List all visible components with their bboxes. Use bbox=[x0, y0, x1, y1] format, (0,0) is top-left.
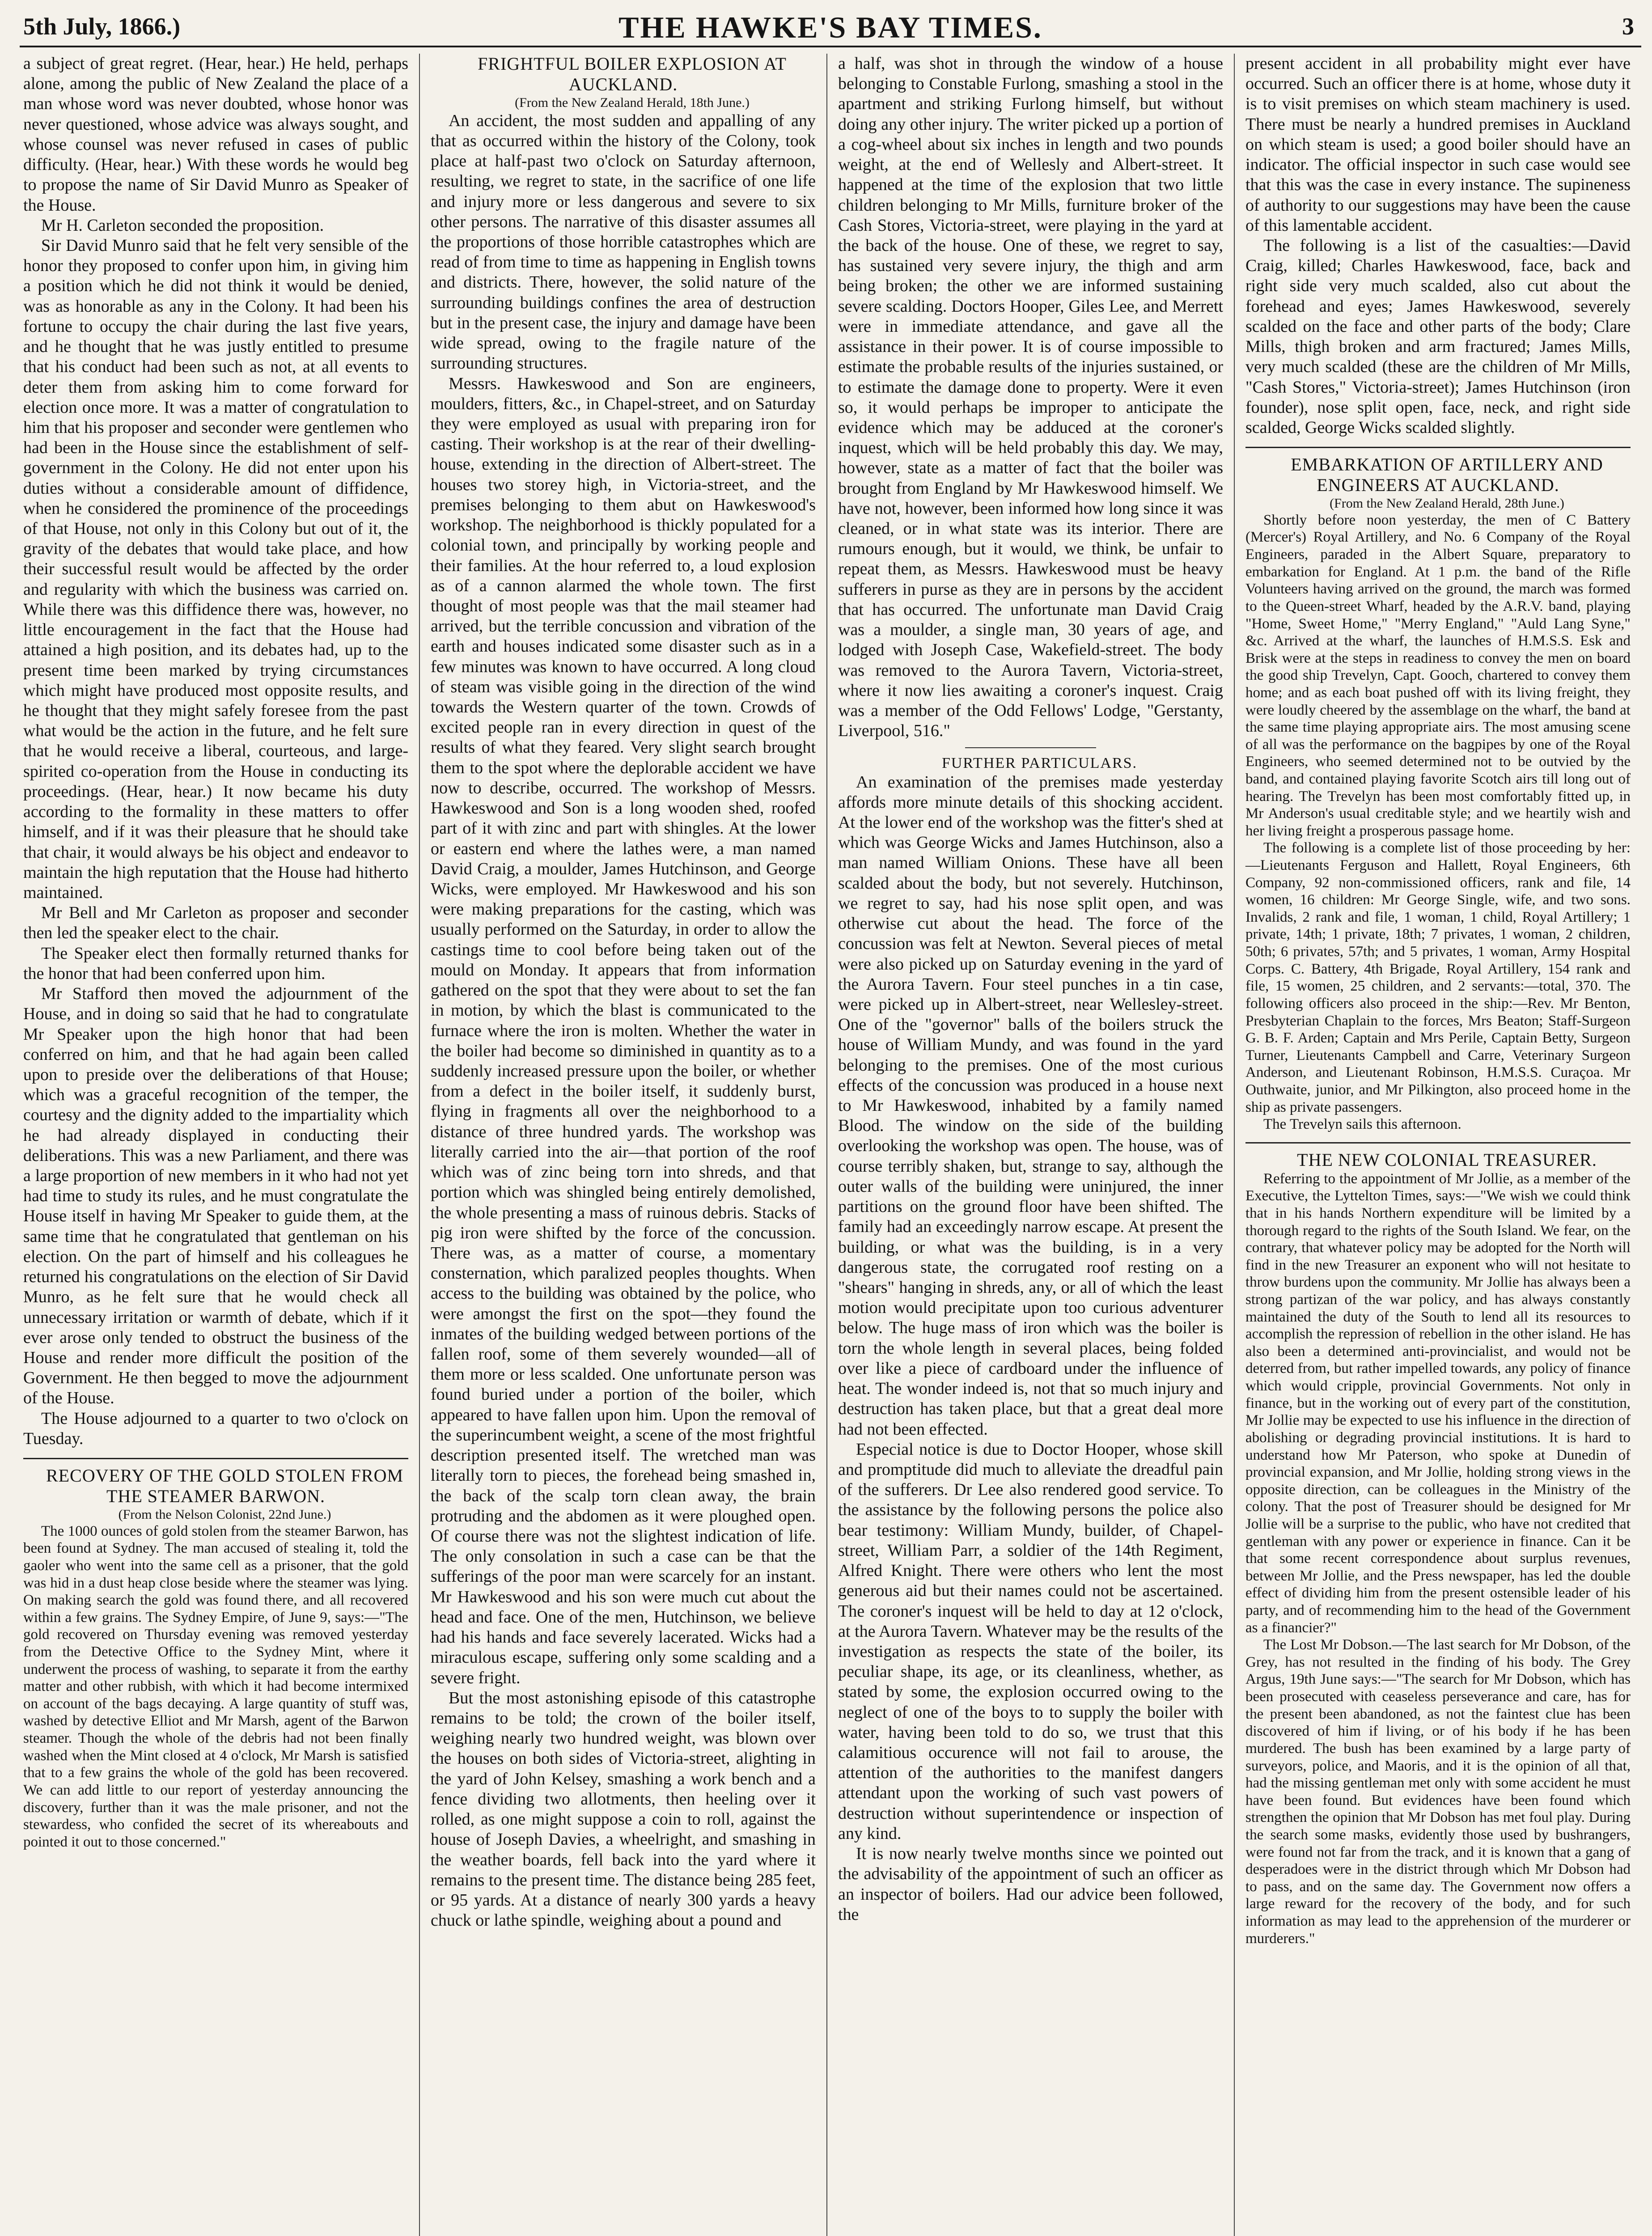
column-3 bbox=[826, 54, 1234, 2236]
section-divider bbox=[23, 1458, 408, 1459]
article-paragraph: An examination of the premises made yesterday affords more minute details of this shocking accident. At the lower end of the workshop was the fitter's shed at which was George Wicks and James Hutchinson, also a man named William Onions. These have all been scalded about the body, but not severely. Hutchinson, we regret to say, had his nose split open, and was otherwise cut about the head. The force of the concussion was felt at Newton. Several pieces of metal were also picked up on Saturday evening in the yard of the Aurora Tavern. Four steel punches in a tin case, were picked up in Albert-street, near Wellesley-street. One of the "governor" balls of the boilers struck the house of William Mundy, and was found in the yard belonging to the premises. One of the most curious effects of the concussion was produced in a house next to Mr Hawkeswood, inhabited by a family named Blood. The window on the side of the building overlooking the workshop was open. The house, was of course terribly shaken, but, strange to say, although the outer walls of the building were uninjured, the inner partitions on the ground floor have been shifted. The family had an exceedingly narrow escape. At present the building, or what was the building, is in a very dangerous state, the corrugated roof resting on a "shears" hanging in shreds, any, or all of which the least motion would precipitate upon too curious adventurer below. The huge mass of iron which was the boiler is torn the whole length in several places, being folded over like a piece of cardboard under the influence of heat. The wonder indeed is, not that so much injury and destruction has taken place, but that a great deal more had not been effected. bbox=[838, 772, 1223, 1439]
article-paragraph: Referring to the appointment of Mr Jollie, as a member of the Executive, the Lyttelton Times, says:—"We wish we could think that in his hands Northern expenditure will be limited by a thorough regard to the rights of the South Island. We fear, on the contrary, that whatever policy may be adopted for the North will find in the new Treasurer an exponent who will not hesitate to throw burdens upon the community. Mr Jollie has always been a strong partizan of the war policy, and has always constantly maintained the duty of the South to lend all its resources to accomplish the repression of rebellion in the other island. He has also been a determined anti-provincialist, and would not be deterred from, but rather impelled towards, any policy of finance which would cripple, provincial Governments. Not only in finance, but in the working out of every part of the constitution, Mr Jollie may be expected to use his influence in the direction of abolishing or degrading provincial institutions. It is hard to understand how Mr Paterson, who spoke at Dunedin of provincial expansion, and Mr Jollie, holding strong views in the opposite direction, can be colleagues in the Ministry of the colony. That the post of Treasurer should be designed for Mr Jollie will be a surprise to the public, who have not credited that gentleman with any power or experience in finance. Can it be that some recent correspondence about surplus revenues, between Mr Jollie, and the Press newspaper, has led the double effect of dividing him from the present ostensible leader of his party, and of recommending him to the head of the Government as a financier?" bbox=[1245, 1170, 1631, 1636]
article-paragraph: It is now nearly twelve months since we pointed out the advisability of the appointment of such an officer as an inspector of boilers. Had our advice been followed, the bbox=[838, 1844, 1223, 1924]
article-paragraph: Mr Bell and Mr Carleton as proposer and seconder then led the speaker elect to the chair. bbox=[23, 903, 408, 943]
article-paragraph: The 1000 ounces of gold stolen from the steamer Barwon, has been found at Sydney. The man accused of stealing it, told the gaoler who went into the same cell as a prisoner, that the gold was hid in a dust heap close beside where the steamer was lying. On making search the gold was found there, and all recovered within a few grains. The Sydney Empire, of June 9, says:—"The gold recovered on Thursday evening was removed yesterday from the Detective Office to the Sydney Mint, where it underwent the process of washing, to separate it from the earthy matter and other rubbish, with which it had become intermixed on account of the bags decaying. A large quantity of stuff was, washed by detective Elliot and Mr Marsh, agent of the Barwon steamer. Though the whole of the debris had not been finally washed when the Mint closed at 4 o'clock, Mr Marsh is satisfied that to a few grains the whole of the gold has been recovered. We can add little to our report of yesterday announcing the discovery, further than it was the male prisoner, and not the stewardess, who confided the secret of its whereabouts and pointed it out to those concerned." bbox=[23, 1523, 408, 1850]
article-paragraph: The Speaker elect then formally returned thanks for the honor that had been conferred upon him. bbox=[23, 944, 408, 983]
article-source: (From the Nelson Colonist, 22nd June.) bbox=[118, 1507, 331, 1522]
article-headline: THE NEW COLONIAL TREASURER. bbox=[1297, 1149, 1597, 1170]
article-paragraph: Messrs. Hawkeswood and Son are engineers, moulders, fitters, &c., in Chapel-street, and on Saturday they were employed as usual with preparing iron for casting. Their workshop is at the rear of their dwelling-house, extending in the direction of Albert-street. The houses two storey high, in Victoria-street, and the premises belonging to them abut on Hawkeswood's workshop. The neighborhood is thickly populated for a colonial town, and principally by working people and their families. At the hour referred to, a loud explosion as of a cannon alarmed the whole town. The first thought of most people was that the mail steamer had arrived, but the terrible concussion and vibration of the earth and houses indicated some disaster such as in a few minutes was known to have occurred. A long cloud of steam was visible going in the direction of the wind towards the Western quarter of the town. Crowds of excited people ran in every direction in quest of the results of what they feared. Very slight search brought them to the spot where the deplorable accident we have now to describe, occurred. The workshop of Messrs. Hawkeswood and Son is a long wooden shed, roofed part of it with zinc and part with shingles. At the lower or eastern end where the lathes were, a man named David Craig, a moulder, James Hutchinson, and George Wicks, were employed. Mr Hawkeswood and his son were making preparations for the casting, which was usually performed on the Saturday, in order to allow the castings time to cool before being taken out of the mould on Monday. It appears that from information gathered on the spot that they were about to set the fan in motion, by which the blast is communicated to the furnace where the iron is molten. Whether the water in the boiler had become so diminished in quantity as to a suddenly increased pressure upon the boiler, or whether from a defect in the boiler itself, it suddenly burst, flying in fragments all over the neighborhood to a distance of three hundred yards. The workshop was literally carried into the air—that portion of the roof which was of zinc being torn into shreds, and that portion which was shingled being entirely demolished, the whole presenting a mass of ruinous debris. Stacks of pig iron were shifted by the force of the concussion. There was, as a matter of course, a momentary consternation, which paralized peoples thoughts. When access to the building was obtained by the police, who were amongst the first on the spot—they found the inmates of the building wedged between portions of the fallen roof, some of them severely wounded—all of them more or less scalded. One unfortunate person was found buried under a portion of the boiler, which appeared to have fallen upon him. Upon the removal of the superincumbent weight, a scene of the most frightful description presented itself. The wretched man was literally torn to pieces, the forehead being smashed in, the back of the scalp torn clean away, the brain protruding and the abdomen as it were ploughed open. Of course there was not the slightest indication of life. The only consolation in such a case can be that the sufferings of the poor man were scarcely for an instant. Mr Hawkeswood and his son were much cut about the head and face. One of the men, Hutchinson, we believe had his hands and face severely lacerated. Wicks had a miraculous escape, suffering only some scalding and a severe fright. bbox=[431, 374, 816, 1687]
article-paragraph: a subject of great regret. (Hear, hear.) He held, perhaps alone, among the public of New Zealand the place of a man whose word was never doubted, whose honor was never questioned, whose advice was always sought, and whose counsel was never refused in cases of public difficulty. (Hear, hear.) With these words he would beg to propose the name of Sir David Munro as Speaker of the House. bbox=[23, 54, 408, 215]
article-paragraph: The Trevelyn sails this afternoon. bbox=[1263, 1116, 1461, 1133]
columns bbox=[20, 54, 1641, 2236]
newspaper-title: THE HAWKE'S BAY TIMES. bbox=[618, 10, 1042, 44]
article-paragraph: Especial notice is due to Doctor Hooper, whose skill and promptitude did much to alleviate the dreadful pain of the sufferers. Dr Lee also rendered good service. To the assistance by the following persons the police also bear testimony: William Mundy, builder, of Chapel-street, William Parr, a soldier of the 14th Regiment, Alfred Knight. There were others who lent the most generous aid but their names could not be ascertained. The coroner's inquest will be held to day at 12 o'clock, at the Aurora Tavern. Whatever may be the results of the investigation as respects the state of the boiler, its peculiar shape, its age, or its cleanliness, whether, as stated by some, the explosion occurred owing to the neglect of one of the boys to to supply the boiler with water, having been told to do so, we trust that this calamitious occurence will not fail to arouse, the attention of the authorities to the manifest dangers attendant upon the working of such vast powers of destruction without superintendence or inspection of any kind. bbox=[838, 1440, 1223, 1843]
issue-date: 5th July, 1866.) bbox=[23, 13, 181, 40]
column-1 bbox=[20, 54, 419, 2236]
article-source: (From the New Zealand Herald, 18th June.) bbox=[515, 95, 750, 110]
section-divider bbox=[965, 747, 1096, 748]
page-number: 3 bbox=[1622, 13, 1634, 40]
article-paragraph: present accident in all probability might ever have occurred. Such an officer there is at home, whose duty it is to visit premises on which steam machinery is used. There must be nearly a hundred premises in Auckland on which steam is used; a good boiler should have an indicator. The official inspector in such case would see that this was the case in every instance. The supineness of authority to our suggestions may have been the cause of this lamentable accident. bbox=[1245, 54, 1631, 235]
column-4 bbox=[1234, 54, 1641, 2236]
article-source: (From the New Zealand Herald, 28th June.) bbox=[1330, 496, 1564, 511]
article-paragraph: An accident, the most sudden and appalling of any that as occurred within the history of the Colony, took place at half-past two o'clock on Saturday afternoon, resulting, we regret to state, in the sacrifice of one life and injury more or less dangerous and severe to six other persons. The narrative of this disaster assumes all the proportions of those horrible catastrophes which are read of from time to time as happening in English towns and districts. There, however, the solid nature of the surrounding buildings confines the area of destruction but in the present case, the injury and damage have been wide spread, owing to the fragile nature of the surrounding structures. bbox=[431, 111, 816, 373]
article-paragraph: Shortly before noon yesterday, the men of C Battery (Mercer's) Royal Artillery, and No. 6 Company of the Royal Engineers, paraded in the Albert Square, preparatory to embarkation for England. At 1 p.m. the band of the Rifle Volunteers having arrived on the ground, the march was formed to the Queen-street Wharf, headed by the A.R.V. band, playing "Home, Sweet Home," "Merry England," "Auld Lang Syne," &c. Arrived at the wharf, the launches of H.M.S.S. Esk and Brisk were at the steps in readiness to convey the men on board the good ship Trevelyn, Capt. Gooch, chartered to convey them home; and as each boat pushed off with its living freight, they were loudly cheered by the assemblage on the wharf, the band at the same time playing appropriate airs. The most amusing scene of all was the performance on the bagpipes by one of the Royal Engineers, who seemed determined not to be outvied by the band, and contained playing favorite Scotch airs till long out of hearing. The Trevelyn has been most comfortably fitted up, in Mr Anderson's usual creditable style; and we heartily wish and her living freight a prosperous passage home. bbox=[1245, 512, 1631, 839]
column-2 bbox=[419, 54, 826, 2236]
masthead bbox=[20, 6, 1641, 47]
article-paragraph: Mr H. Carleton seconded the proposition. bbox=[41, 216, 324, 235]
article-headline: FRIGHTFUL BOILER EXPLOSION AT AUCKLAND. bbox=[478, 54, 787, 94]
article-headline: RECOVERY OF THE GOLD STOLEN FROM THE STEAMER BARWON. bbox=[46, 1465, 404, 1507]
article-paragraph: The following is a list of the casualties:—David Craig, killed; Charles Hawkeswood, face, back and right side very much scalded, also cut about the forehead and eyes; James Hawkeswood, severely scalded on the face and other parts of the body; Clare Mills, thigh broken and arm fractured; James Mills, very much scalded (these are the children of Mr Mills, "Cash Stores," Victoria-street); James Hutchinson (iron founder), nose split open, face, neck, and right side scalded, George Wicks scalded slightly. bbox=[1245, 236, 1631, 437]
section-divider bbox=[1245, 447, 1631, 448]
article-headline: EMBARKATION OF ARTILLERY AND ENGINEERS AT AUCKLAND. bbox=[1291, 454, 1603, 495]
article-subheadline: FURTHER PARTICULARS. bbox=[941, 755, 1138, 772]
article-paragraph: Sir David Munro said that he felt very sensible of the honor they proposed to confer upon him, in giving him a position which he did not think it would be denied, was as honorable as any in the Colony. It had been his fortune to occupy the chair during the last five years, and he thought that he was justly entitled to presume that his conduct had been such as not, at all events to deter them from asking him to come forward for election once more. It was a matter of congratulation to him that his proposer and seconder were gentlemen who had been in the House since the establishment of self-government in the Colony. He did not enter upon his duties without a considerable amount of diffidence, when he considered the prominence of the proceedings of that House, not only in this Colony but out of it, the gravity of the debates that would take place, and how their successful result would be affected by the order and regularity with which the business was carried on. While there was this diffidence there was, however, no little encouragement in the fact that the House had attained a high position, and its debates had, up to the present time been marked by trying circumstances which might have produced most opposite results, and he thought that they might safely foresee from the past what would be the action in the future, and he felt sure that he would receive a liberal, courteous, and large-spirited co-operation from the House in conducting its proceedings. (Hear, hear.) It now became his duty according to the formality in these matters to offer himself, and if it was their pleasure that he should take that chair, it would always be his object and endeavor to maintain the high reputation that the House had hitherto maintained. bbox=[23, 236, 408, 902]
article-paragraph: But the most astonishing episode of this catastrophe remains to be told; the crown of the boiler itself, weighing nearly two hundred weight, was blown over the houses on both sides of Victoria-street, alighting in the yard of John Kelsey, smashing a work bench and a fence dividing two allotments, then heeling over it rolled, as one might suppose a coin to roll, against the house of Joseph Davies, a wheelright, and smashing in the weather boards, fell back into the yard where it remains to the present time. The distance being 285 feet, or 95 yards. At a distance of nearly 300 yards a heavy chuck or lathe spindle, weighing about a pound and bbox=[431, 1688, 816, 1930]
article-paragraph: Mr Stafford then moved the adjournment of the House, and in doing so said that he had to congratulate Mr Speaker upon the high honor that had been conferred on him, and that he had again been called upon to preside over the deliberations of that House; which was a graceful recognition of the temper, the courtesy and the dignity added to the impartiality which he had already displayed in conducting their deliberations. This was a new Parliament, and there was a large proportion of new members in it who had not yet had time to study its rules, and he must congratulate the House itself in having Mr Speaker to guide them, at the same time that he congratulated that gentleman on his election. On the part of himself and his colleagues he returned his congratulations on the election of Sir David Munro, as he felt sure that he would check all unnecessary irritation or warmth of debate, which if it ever arose only tended to obstruct the business of the House and render more difficult the position of the Government. He then begged to move the adjournment of the House. bbox=[23, 984, 408, 1408]
article-paragraph: a half, was shot in through the window of a house belonging to Constable Furlong, smashing a stool in the apartment and striking Furlong himself, but without doing any other injury. The writer picked up a portion of a cog-wheel about six inches in length and two pounds weight, at the end of Wellesly and Albert-street. It happened at the time of the explosion that two little children belonging to Mr Mills, furniture broker of the Cash Stores, Victoria-street, were playing in the yard at the back of the house. One of these, we regret to say, has sustained very severe injury, the thigh and arm being broken; the other we are informed sustaining severe scalding. Doctors Hooper, Giles Lee, and Merrett were in immediate attendance, and gave all the assistance in their power. It is of course impossible to estimate the probable results of the injuries sustained, or to estimate the damage done to property. Were it even so, it would perhaps be improper to anticipate the evidence which may be adduced at the coroner's inquest, which will be held probably this day. We may, however, state as a matter of fact that the boiler was brought from England by Mr Hawkeswood himself. We have not, however, been informed how long since it was cleaned, or in what state was its interior. There are rumours enough, but it would, we think, be unfair to repeat them, as Messrs. Hawkeswood must be heavy sufferers in purse as they are in persons by the accident that has occurred. The unfortunate man David Craig was a moulder, a single man, 30 years of age, and lodged with Joseph Case, Wakefield-street. The body was removed to the Aurora Tavern, Victoria-street, where it now lies awaiting a coroner's inquest. Craig was a member of the Odd Fellows' Lodge, "Gerstanty, Liverpool, 516." bbox=[838, 54, 1223, 741]
article-paragraph: The Lost Mr Dobson.—The last search for Mr Dobson, of the Grey, has not resulted in the finding of his body. The Grey Argus, 19th June says:—"The search for Mr Dobson, which has been prosecuted with ceaseless perseverance and care, has for the present been abandoned, as not the faintest clue has been discovered of him if living, or of his body if he has been murdered. The bush has been examined by a large party of surveyors, police, and Maoris, and it is the opinion of all that, had the missing gentleman met only with some accident he must have been found. But evidences have been found which strengthen the opinion that Mr Dobson has met foul play. During the search some masks, evidently those used by bushrangers, were found not far from the track, and it is known that a gang of desperadoes were in the district through which Mr Dobson had to pass, and on the same day. The Government now offers a large reward for the recovery of the body, and for such information as may lead to the apprehension of the murderer or murderers." bbox=[1245, 1637, 1631, 1947]
section-divider bbox=[1245, 1142, 1631, 1143]
article-paragraph: The following is a complete list of those proceeding by her:—Lieutenants Ferguson and Hallett, Royal Engineers, 6th Company, 92 non-commissioned officers, rank and file, 14 women, 16 children: Mr George Single, wife, and two sons. Invalids, 2 rank and file, 1 woman, 1 child, Royal Artillery; 1 private, 14th; 1 private, 18th; 7 privates, 1 woman, 2 children, 50th; 6 privates, 57th; and 5 privates, 1 woman, Army Hospital Corps. C. Battery, 4th Brigade, Royal Artillery, 154 rank and file, 15 women, 25 children, and 2 servants:—total, 370. The following officers also proceed in the ship:—Rev. Mr Benton, Presbyterian Chaplain to the forces, Mrs Beaton; Staff-Surgeon G. B. F. Arden; Captain and Mrs Perile, Captain Betty, Surgeon Turner, Lieutenants Campbell and Carre, Veterinary Surgeon Anderson, and Lieutenant Robinson, H.M.S.S. Curaçoa. Mr Outhwaite, junior, and Mr Pilkington, also proceed home in the ship as private passengers. bbox=[1245, 840, 1631, 1115]
article-paragraph: The House adjourned to a quarter to two o'clock on Tuesday. bbox=[23, 1409, 408, 1448]
